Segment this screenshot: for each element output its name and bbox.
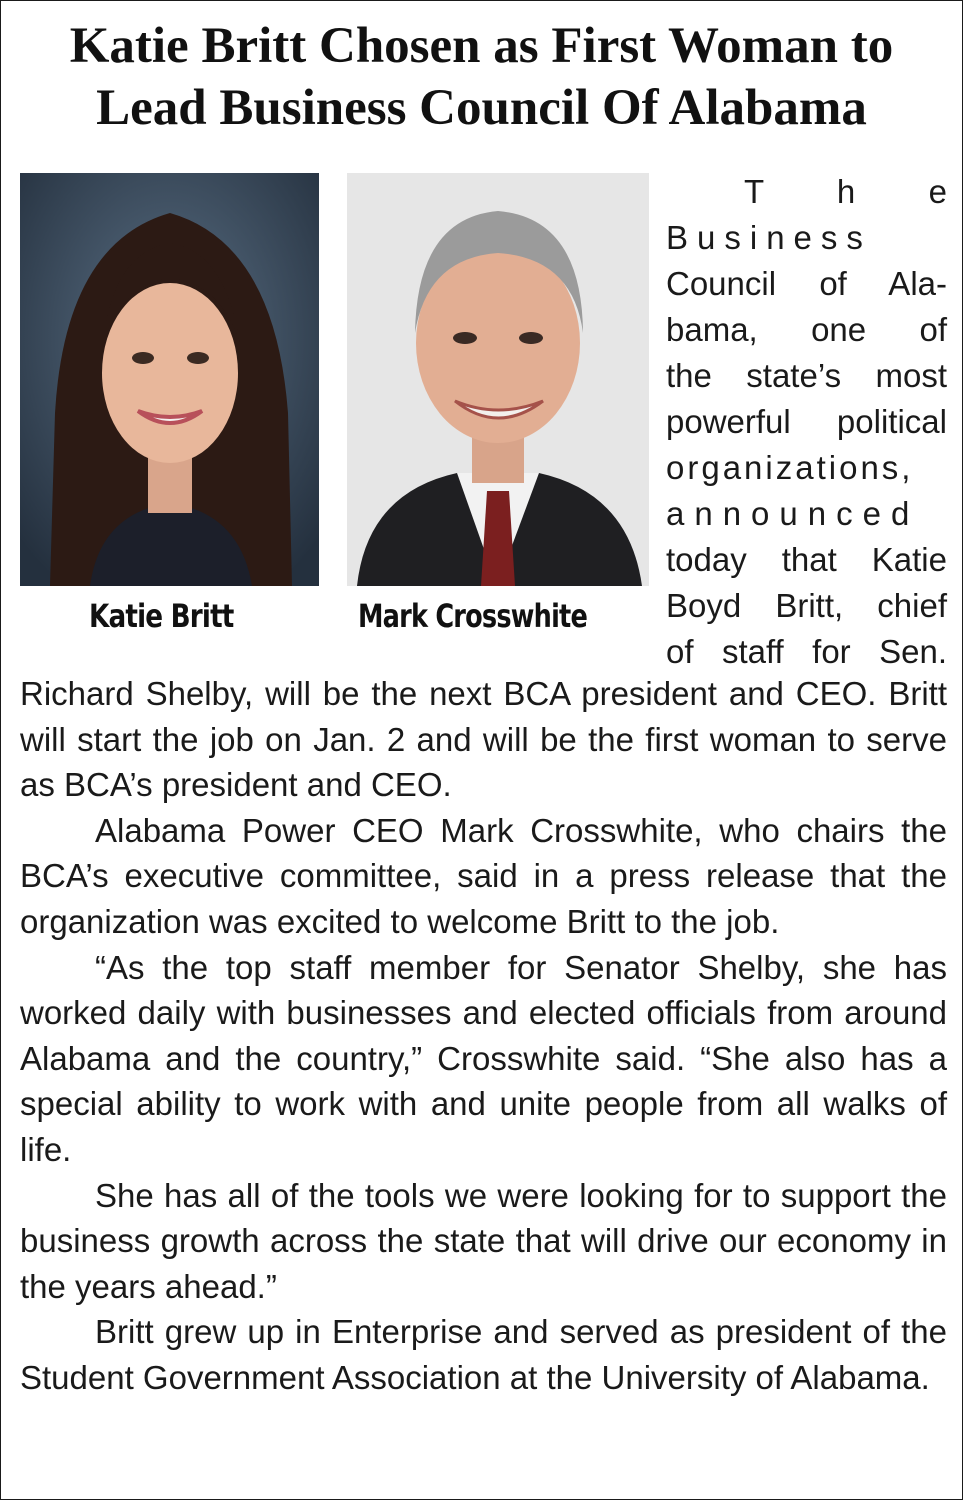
column-line: organizations,: [666, 449, 914, 486]
photo-caption-mark-crosswhite: Mark Crosswhite: [358, 597, 588, 635]
column-line: Boyd Britt, chief: [666, 587, 947, 624]
headline-line-1: Katie Britt Chosen as First Woman to: [69, 18, 894, 74]
article-body: [20, 671, 947, 1401]
column-line: the state’s most: [666, 357, 947, 394]
body-paragraph: She has all of the tools we were looking for to support the business growth across the state that will drive our economy in the years ahead.”: [20, 1176, 947, 1305]
column-line: Council of Ala-: [666, 265, 947, 302]
portrait-woman-image: [20, 173, 319, 586]
body-paragraph: Britt grew up in Enterprise and served as president of the Student Government Association at the University of Alabama.: [20, 1313, 947, 1396]
column-line: today that Katie: [666, 541, 947, 578]
body-paragraph: Alabama Power CEO Mark Crosswhite, who chairs the BCA’s executive committee, said in a press release that the organization was excited to welcome Britt to the job.: [20, 811, 947, 940]
column-line: powerful political: [666, 403, 947, 440]
column-line: of staff for Sen.: [666, 633, 947, 670]
body-paragraph: Richard Shelby, will be the next BCA president and CEO. Britt will start the job on Jan. 2 and will be the first woman to serve as BCA’s president and CEO.: [20, 675, 947, 804]
photo-katie-britt: [20, 173, 319, 586]
portrait-man-image: [347, 173, 649, 586]
headline-line-2: Lead Business Council Of Alabama: [96, 80, 867, 136]
column-line: bama, one of: [666, 311, 947, 348]
body-paragraph: “As the top staff member for Senator Shelby, she has worked daily with businesses and elected officials from around Alabama and the country,” Crosswhite said. “She also has a special ability to work with and unite people from all walks of life.: [20, 948, 947, 1168]
photo-caption-katie-britt: Katie Britt: [89, 597, 234, 635]
lead-paragraph-column: [666, 169, 947, 675]
photo-mark-crosswhite: [347, 173, 649, 586]
headline: [1, 15, 962, 139]
column-line: T h e: [744, 173, 947, 210]
column-line: announced: [666, 495, 920, 532]
column-line: Business: [666, 219, 872, 256]
